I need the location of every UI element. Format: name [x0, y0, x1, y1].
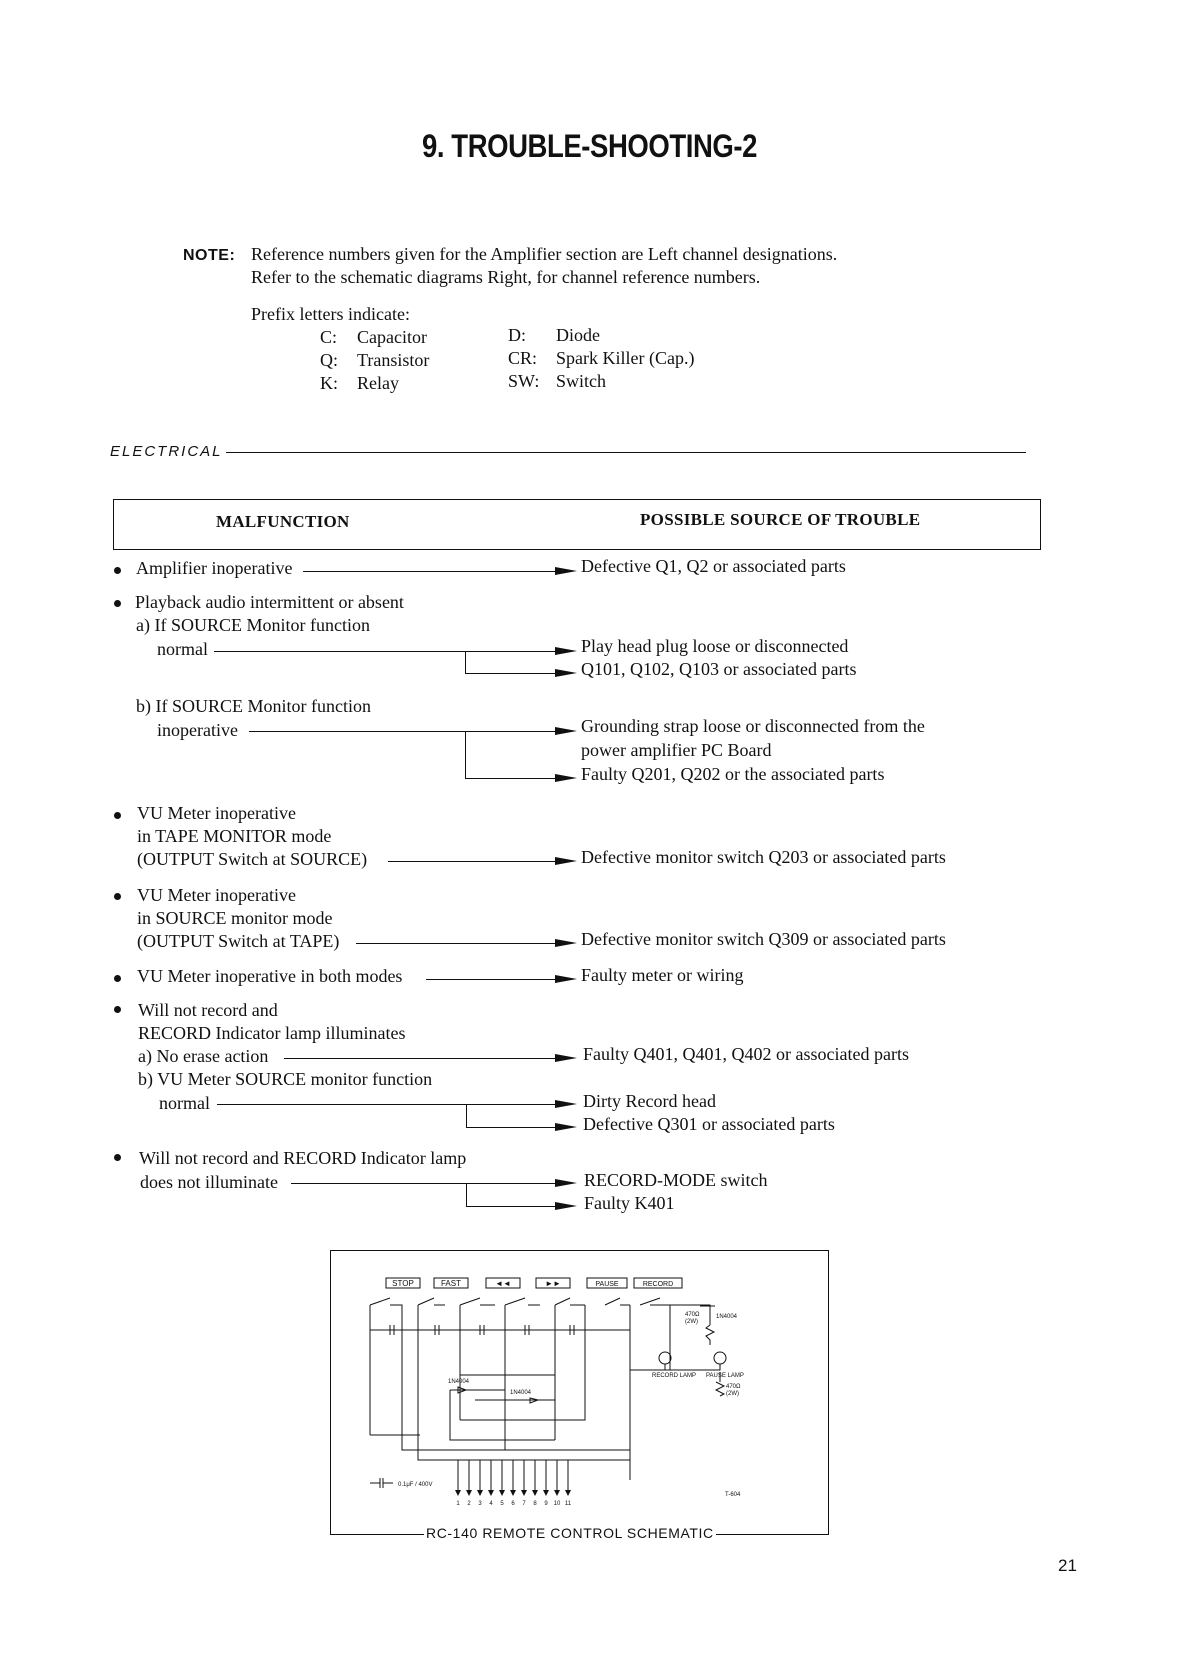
branch-line	[465, 731, 466, 778]
prefix-code-sw: SW:	[508, 371, 540, 391]
button-label-play: ►►	[545, 1279, 561, 1288]
leader-line	[356, 943, 555, 944]
prefix-meaning-cr: Spark Killer (Cap.)	[556, 348, 695, 368]
malfunction-vu2-l3: (OUTPUT Switch at TAPE)	[137, 931, 340, 951]
note-label: NOTE:	[183, 247, 236, 264]
terminal-1: 1	[456, 1501, 460, 1507]
malfunction-vu2-l1: VU Meter inoperative	[137, 885, 296, 905]
page-number: 21	[1058, 1556, 1077, 1575]
malfunction-rec1-a: a) No erase action	[138, 1046, 269, 1066]
malfunction-playback: Playback audio intermittent or absent	[135, 592, 404, 612]
arrow-icon	[555, 1179, 577, 1187]
terminal-9: 9	[544, 1501, 548, 1507]
resistor-r2-watt: (2W)	[726, 1391, 739, 1397]
terminal-6: 6	[511, 1501, 515, 1507]
leader-line	[291, 1183, 555, 1184]
prefix-code-d: D:	[508, 325, 526, 345]
malfunction-rec2-l2: does not illuminate	[140, 1172, 278, 1192]
arrow-icon	[555, 857, 577, 865]
branch-line	[465, 673, 555, 674]
branch-line	[466, 1206, 555, 1207]
branch-line	[465, 651, 466, 673]
malfunction-vu3: VU Meter inoperative in both modes	[137, 966, 403, 986]
resistor-r2-label: 470Ω	[726, 1384, 741, 1390]
prefix-meaning-d: Diode	[556, 325, 600, 345]
diode-d2-label: 1N4004	[510, 1390, 532, 1396]
arrow-icon	[555, 774, 577, 782]
arrow-icon	[555, 1054, 577, 1062]
terminal-11: 11	[564, 1501, 572, 1507]
arrow-icon	[555, 727, 577, 735]
leader-line	[284, 1058, 555, 1059]
branch-line	[465, 778, 555, 779]
source-q301: Defective Q301 or associated parts	[583, 1114, 835, 1134]
source-k401: Faulty K401	[584, 1193, 675, 1213]
malfunction-vu1-l3: (OUTPUT Switch at SOURCE)	[137, 849, 368, 869]
malfunction-playback-b-inoperative: inoperative	[157, 720, 238, 740]
leader-line	[249, 731, 555, 732]
malfunction-playback-b: b) If SOURCE Monitor function	[136, 696, 371, 716]
bullet	[114, 567, 121, 574]
malfunction-vu1-l1: VU Meter inoperative	[137, 803, 296, 823]
terminal-5: 5	[500, 1501, 504, 1507]
arrow-icon	[555, 567, 577, 575]
arrow-icon	[555, 1100, 577, 1108]
prefix-meaning-k: Relay	[357, 373, 399, 393]
button-label-stop: STOP	[392, 1279, 414, 1288]
page-title: 9. TROUBLE-SHOOTING-2	[422, 128, 757, 164]
terminal-10: 10	[553, 1501, 561, 1507]
section-label-electrical: ELECTRICAL	[110, 443, 223, 460]
source-q201-q202: Faulty Q201, Q202 or the associated parts	[581, 764, 885, 784]
record-lamp-label: RECORD LAMP	[652, 1373, 697, 1379]
arrow-icon	[555, 647, 577, 655]
terminal-2: 2	[467, 1501, 471, 1507]
resistor-r1-label: 470Ω	[685, 1312, 700, 1318]
prefix-meaning-q: Transistor	[357, 350, 430, 370]
leader-line	[217, 1104, 555, 1105]
prefix-meaning-sw: Switch	[556, 371, 607, 391]
arrow-icon	[555, 1202, 577, 1210]
bullet	[114, 893, 121, 900]
prefix-code-c: C:	[320, 327, 338, 347]
bullet	[114, 1154, 121, 1161]
terminal-3: 3	[478, 1501, 482, 1507]
header-possible-source: POSSIBLE SOURCE OF TROUBLE	[640, 510, 921, 529]
source-grounding-strap-2: power amplifier PC Board	[581, 740, 772, 760]
source-amplifier: Defective Q1, Q2 or associated parts	[581, 556, 846, 576]
button-label-record: RECORD	[642, 1281, 674, 1288]
malfunction-rec2-l1: Will not record and RECORD Indicator lamp	[139, 1148, 467, 1168]
arrow-icon	[555, 669, 577, 677]
malfunction-playback-a-normal: normal	[157, 639, 208, 659]
leader-line	[303, 571, 555, 572]
bullet	[114, 1006, 121, 1013]
button-label-rewind: ◄◄	[495, 1279, 511, 1288]
bullet	[114, 600, 121, 607]
bullet	[114, 812, 121, 819]
prefix-code-cr: CR:	[508, 348, 538, 368]
prefix-code-q: Q:	[320, 350, 338, 370]
malfunction-vu1-l2: in TAPE MONITOR mode	[137, 826, 332, 846]
button-label-fast: FAST	[440, 1279, 462, 1288]
prefix-meaning-c: Capacitor	[357, 327, 427, 347]
malfunction-amplifier: Amplifier inoperative	[136, 558, 293, 578]
prefix-intro: Prefix letters indicate:	[251, 304, 410, 324]
terminal-4: 4	[489, 1501, 493, 1507]
malfunction-rec1-b-normal: normal	[159, 1093, 210, 1113]
leader-line	[388, 861, 555, 862]
pause-lamp-label: PAUSE LAMP	[706, 1373, 744, 1379]
source-meter-wiring: Faulty meter or wiring	[581, 965, 744, 985]
source-play-head-plug: Play head plug loose or disconnected	[581, 636, 849, 656]
note-line-2: Refer to the schematic diagrams Right, for channel reference numbers.	[251, 267, 761, 287]
note-line-1: Reference numbers given for the Amplifier section are Left channel designations.	[251, 244, 838, 264]
branch-line	[466, 1104, 467, 1127]
malfunction-rec1-l2: RECORD Indicator lamp illuminates	[138, 1023, 406, 1043]
source-q309: Defective monitor switch Q309 or associated parts	[581, 929, 946, 949]
diode-top-label: 1N4004	[716, 1314, 738, 1320]
arrow-icon	[555, 1123, 577, 1131]
source-q203: Defective monitor switch Q203 or associated parts	[581, 847, 946, 867]
terminal-8: 8	[533, 1501, 537, 1507]
section-rule	[226, 452, 1026, 453]
button-label-pause: PAUSE	[595, 1281, 619, 1288]
malfunction-vu2-l2: in SOURCE monitor mode	[137, 908, 333, 928]
malfunction-rec1-l1: Will not record and	[138, 1000, 278, 1020]
malfunction-playback-a: a) If SOURCE Monitor function	[136, 615, 370, 635]
part-number: T-604	[725, 1492, 741, 1498]
branch-line	[466, 1127, 555, 1128]
source-grounding-strap: Grounding strap loose or disconnected from the	[581, 716, 925, 736]
source-record-mode-switch: RECORD-MODE switch	[584, 1170, 768, 1190]
source-q101-q103: Q101, Q102, Q103 or associated parts	[581, 659, 857, 679]
remote-control-schematic	[330, 1250, 827, 1534]
diode-d1-label: 1N4004	[448, 1379, 470, 1385]
prefix-code-k: K:	[320, 373, 338, 393]
resistor-r1-watt: (2W)	[685, 1319, 698, 1325]
schematic-caption: RC-140 REMOTE CONTROL SCHEMATIC	[426, 1525, 714, 1541]
leader-line	[214, 651, 555, 652]
terminal-7: 7	[522, 1501, 526, 1507]
arrow-icon	[555, 975, 577, 983]
leader-line	[426, 979, 555, 980]
bullet	[114, 975, 121, 982]
branch-line	[466, 1183, 467, 1206]
capacitor-note: 0.1μF / 400V	[398, 1482, 433, 1488]
header-malfunction: MALFUNCTION	[216, 512, 350, 531]
source-dirty-record-head: Dirty Record head	[583, 1091, 716, 1111]
malfunction-rec1-b: b) VU Meter SOURCE monitor function	[138, 1069, 433, 1089]
arrow-icon	[555, 939, 577, 947]
source-q401-q402: Faulty Q401, Q401, Q402 or associated parts	[583, 1044, 909, 1064]
